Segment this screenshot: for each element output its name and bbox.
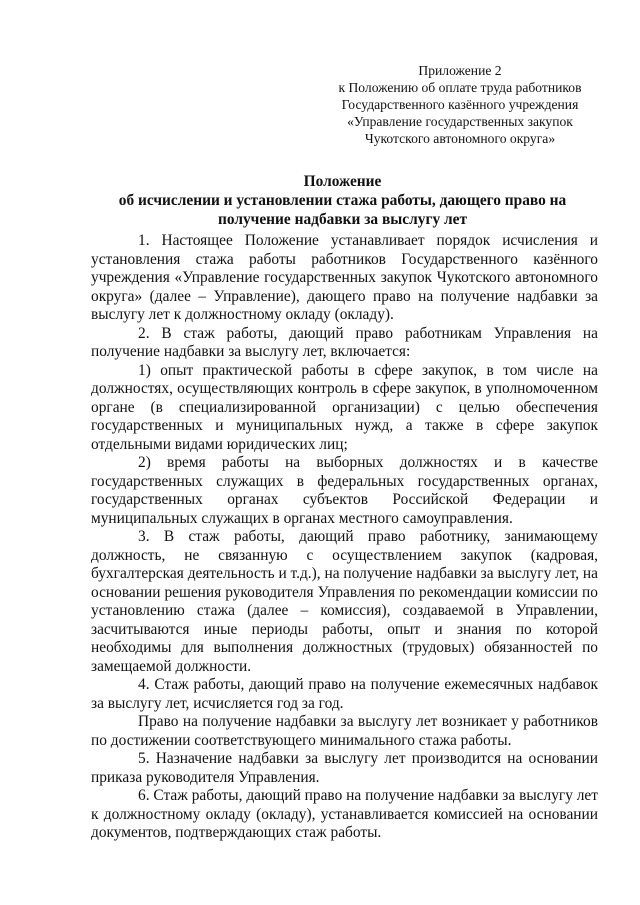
paragraph-2-item-1: 1) опыт практической работы в сфере закупок, в том числе на должностях, осуществляющих контроль в сфере закупок, в уполномоченном органе (в специализированной организации) с целью обеспечения государственных и муниципальных нужд, а также в сфере закупок отдельными видами юридических лиц; (91, 361, 598, 453)
paragraph-2-item-2: 2) время работы на выборных должностях и в качестве государственных служащих в федеральных государственных органах, государственных органах субъектов Российской Федерации и муниципальных служащих в органах местного самоуправления. (91, 454, 598, 527)
appendix-number: Приложение 2 (418, 63, 502, 78)
paragraph-1: 1. Настоящее Положение устанавливает порядок исчисления и установления стажа работы работников Государственного казённого учреждения «Управление государственных закупок Чукотского автономного округа» (далее – Управление), дающего право на получение надбавки за выслугу лет к должностному окладу (окладу). (91, 232, 598, 323)
document-title (90, 172, 595, 229)
document-body (91, 232, 598, 843)
paragraph-4-continued: Право на получение надбавки за выслугу лет возникает у работников по достижении соответствующего минимального стажа работы. (91, 713, 598, 749)
paragraph-4: 4. Стаж работы, дающий право на получение ежемесячных надбавок за выслугу лет, исчисляется год за год. (91, 676, 598, 712)
paragraph-3: 3. В стаж работы, дающий право работнику, занимающему должность, не связанную с осуществлением закупок (кадровая, бухгалтерская деятельность и т.д.), на получение надбавки за выслугу лет, на основании решения руководителя Управления по рекомендации комиссии по установлению стажа (далее – комиссия), создаваемой в Управлении, засчитываются иные периоды работы, опыт и знания по которой необходимы для выполнения должностных (трудовых) обязанностей по замещаемой должности. (91, 528, 598, 675)
paragraph-2: 2. В стаж работы, дающий право работникам Управления на получение надбавки за выслугу лет, включается: (91, 324, 598, 360)
title-line-3: получение надбавки за выслугу лет (217, 211, 468, 228)
appendix-institution: Государственного казённого учреждения (341, 97, 579, 112)
title-line-2: об исчислении и установлении стажа работы, дающего право на (118, 192, 567, 209)
title-line-1: Положение (303, 173, 382, 190)
paragraph-5: 5. Назначение надбавки за выслугу лет производится на основании приказа руководителя Управления. (91, 750, 598, 786)
appendix-reference: к Положению об оплате труда работников (338, 80, 582, 95)
appendix-institution-name: «Управление государственных закупок (347, 114, 573, 129)
paragraph-6: 6. Стаж работы, дающий право на получение надбавки за выслугу лет к должностному окладу (окладу), устанавливается комиссией на основании документов, подтверждающих стаж работы. (91, 787, 598, 841)
appendix-region: Чукотского автономного округа» (364, 131, 556, 146)
appendix-header (325, 62, 595, 147)
